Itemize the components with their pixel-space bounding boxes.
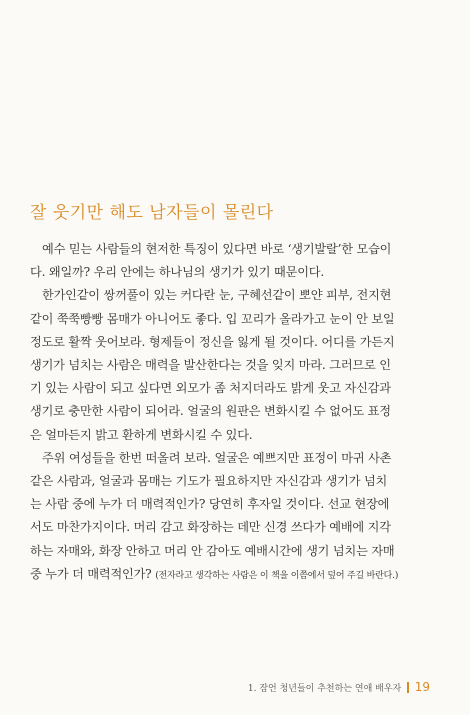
page-number: 19 [414, 680, 430, 694]
paragraph-2 [30, 284, 436, 446]
section-heading: 잘 웃기만 해도 남자들이 몰린다 [30, 203, 274, 223]
text-line: 생기로 충만한 사람이 되어라. 얼굴의 원판은 변화시킬 수 없어도 표정 [30, 404, 391, 419]
text-line: 주위 여성들을 한번 떠올려 보라. 얼굴은 예쁘지만 표정이 마귀 사촌 [42, 450, 392, 465]
text-line: 서도 마찬가지이다. 머리 감고 화장하는 데만 신경 쓰다가 예배에 지각 [30, 520, 391, 535]
chapter-title: 1. 잠언 청년들이 추천하는 연애 배우자 [247, 683, 402, 694]
text-line: 예수 믿는 사람들의 현저한 특징이 있다면 바로 ‘생기발랄’한 모습이 [42, 242, 392, 256]
aside-note: (전자라고 생각하는 사람은 이 책을 이쯤에서 덮어 주길 바란다.) [155, 570, 399, 581]
footer-divider [407, 682, 409, 693]
text-line: 중 누가 더 매력적인가? [30, 566, 152, 581]
text-line: 는 사람 중에 누가 더 매력적인가? 당연히 후자일 것이다. 선교 현장에 [30, 497, 390, 512]
text-line: 생기가 넘치는 사람은 매력을 발산한다는 것을 잊지 마라. 그러므로 인 [30, 358, 391, 373]
body-text [30, 238, 436, 588]
text-line: 정도로 활짝 웃어보라. 형제들이 정신을 잃게 될 것이다. 어디를 가든지 [30, 334, 395, 349]
paragraph-3 [30, 447, 436, 588]
text-line: 은 얼마든지 밝고 환하게 변화시킬 수 있다. [30, 427, 253, 442]
text-line-with-note [30, 563, 436, 588]
text-line: 기 있는 사람이 되고 싶다면 외모가 좀 처지더라도 밝게 웃고 자신감과 [30, 381, 391, 396]
text-line: 같은 사람과, 얼굴과 몸매는 기도가 필요하지만 자신감과 생기가 넘치 [30, 474, 388, 489]
text-line: 한가인같이 쌍꺼풀이 있는 커다란 눈, 구혜선같이 뽀얀 피부, 전지현 [42, 288, 392, 303]
text-line: 다. 왜일까? 우리 안에는 하나님의 생기가 있기 때문이다. [30, 265, 325, 280]
text-line: 같이 쭉쭉빵빵 몸매가 아니어도 좋다. 입 꼬리가 올라가고 눈이 안 보일 [30, 311, 395, 326]
page-footer [248, 680, 430, 694]
paragraph-1 [30, 238, 436, 284]
text-line: 하는 자매와, 화장 안하고 머리 안 감아도 예배시간에 생기 넘치는 자매 [30, 543, 395, 558]
